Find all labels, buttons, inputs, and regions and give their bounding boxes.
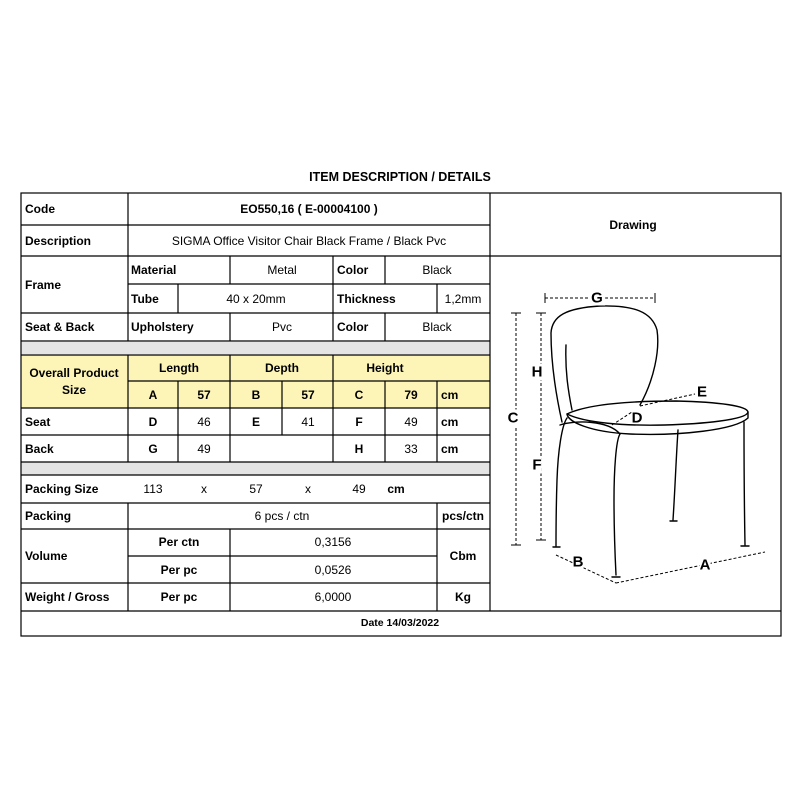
dim-d-label: D bbox=[148, 415, 158, 429]
page-title: ITEM DESCRIPTION / DETAILS bbox=[309, 169, 491, 184]
dim-g-value: 49 bbox=[197, 442, 211, 456]
frame-label: Frame bbox=[25, 278, 62, 292]
chair-leg-front-right bbox=[744, 422, 745, 545]
drawing-label-a: A bbox=[699, 556, 711, 574]
seat-label: Seat bbox=[25, 415, 51, 429]
weight-label: Weight / Gross bbox=[25, 590, 110, 604]
dim-e-value: 41 bbox=[301, 415, 315, 429]
packing-label: Packing bbox=[25, 509, 72, 523]
dim-line-d bbox=[612, 412, 632, 425]
description-value: SIGMA Office Visitor Chair Black Frame / Black Pvc bbox=[171, 234, 447, 248]
seat-unit: cm bbox=[441, 415, 459, 429]
seat-back-color-value: Black bbox=[422, 320, 452, 334]
overall-size-label-line2: Size bbox=[61, 383, 87, 397]
drawing-label-h: H bbox=[531, 363, 543, 381]
drawing-label-d: D bbox=[631, 409, 643, 427]
chair-backrest-inner bbox=[566, 345, 572, 410]
dim-a-label: A bbox=[148, 388, 158, 402]
frame-color-label: Color bbox=[337, 263, 369, 277]
volume-per-ctn-label: Per ctn bbox=[158, 535, 200, 549]
volume-label: Volume bbox=[25, 549, 68, 563]
packing-size-x1: x bbox=[201, 482, 207, 496]
packing-size-length: 113 bbox=[143, 482, 163, 496]
packing-size-width: 57 bbox=[249, 482, 263, 496]
dim-b-label: B bbox=[251, 388, 261, 402]
description-label: Description bbox=[25, 234, 92, 248]
dim-g-label: G bbox=[148, 442, 158, 456]
volume-per-pc-label: Per pc bbox=[160, 563, 198, 577]
weight-unit: Kg bbox=[455, 590, 471, 604]
tube-value: 40 x 20mm bbox=[226, 292, 286, 306]
drawing-label-b: B bbox=[572, 553, 584, 571]
volume-unit: Cbm bbox=[449, 549, 477, 563]
dim-h-value: 33 bbox=[404, 442, 418, 456]
dim-line-b bbox=[556, 555, 616, 583]
tube-label: Tube bbox=[131, 292, 159, 306]
code-value: EO550,16 ( E-00004100 ) bbox=[240, 202, 378, 216]
weight-value: 6,0000 bbox=[314, 590, 352, 604]
volume-per-pc-value: 0,0526 bbox=[314, 563, 352, 577]
length-header: Length bbox=[159, 361, 199, 375]
dim-f-value: 49 bbox=[404, 415, 418, 429]
overall-size-label-line1: Overall Product bbox=[29, 366, 119, 380]
packing-size-height: 49 bbox=[352, 482, 366, 496]
chair-leg-back-left bbox=[556, 418, 567, 546]
back-label: Back bbox=[25, 442, 54, 456]
packing-size-x2: x bbox=[305, 482, 311, 496]
overall-unit: cm bbox=[441, 388, 459, 402]
material-value: Metal bbox=[267, 263, 297, 277]
dim-f-label: F bbox=[355, 415, 363, 429]
drawing-label-e: E bbox=[696, 383, 708, 401]
volume-per-ctn-value: 0,3156 bbox=[314, 535, 352, 549]
dim-a-value: 57 bbox=[197, 388, 211, 402]
drawing-label-c: C bbox=[507, 409, 519, 427]
material-label: Material bbox=[131, 263, 177, 277]
dim-d-value: 46 bbox=[197, 415, 211, 429]
packing-unit: pcs/ctn bbox=[441, 509, 485, 523]
seat-back-label: Seat & Back bbox=[25, 320, 95, 334]
packing-size-label: Packing Size bbox=[25, 482, 99, 496]
chair-seat-top bbox=[567, 401, 748, 425]
drawing-label-f: F bbox=[532, 456, 542, 474]
dim-b-value: 57 bbox=[301, 388, 315, 402]
dim-c-label: C bbox=[354, 388, 364, 402]
upholstery-label: Upholstery bbox=[131, 320, 194, 334]
dim-c-value: 79 bbox=[404, 388, 418, 402]
drawing-label: Drawing bbox=[609, 218, 657, 232]
height-header: Height bbox=[366, 361, 404, 375]
chair-leg-front-left bbox=[614, 434, 620, 575]
dim-line-e bbox=[640, 394, 695, 406]
thickness-value: 1,2mm bbox=[444, 292, 482, 306]
seat-back-color-label: Color bbox=[337, 320, 369, 334]
upholstery-value: Pvc bbox=[271, 320, 293, 334]
frame-color-value: Black bbox=[422, 263, 452, 277]
drawing-label-g: G bbox=[591, 289, 603, 307]
code-label: Code bbox=[25, 202, 55, 216]
back-unit: cm bbox=[441, 442, 459, 456]
dim-h-label: H bbox=[354, 442, 364, 456]
dim-e-label: E bbox=[251, 415, 261, 429]
date-footer: Date 14/03/2022 bbox=[360, 616, 440, 629]
weight-per-pc-label: Per pc bbox=[160, 590, 198, 604]
thickness-label: Thickness bbox=[337, 292, 396, 306]
packing-size-unit: cm bbox=[387, 482, 405, 496]
dim-line-a bbox=[616, 552, 765, 583]
chair-leg-back-right bbox=[673, 430, 678, 520]
packing-value: 6 pcs / ctn bbox=[254, 509, 310, 523]
depth-header: Depth bbox=[265, 361, 299, 375]
